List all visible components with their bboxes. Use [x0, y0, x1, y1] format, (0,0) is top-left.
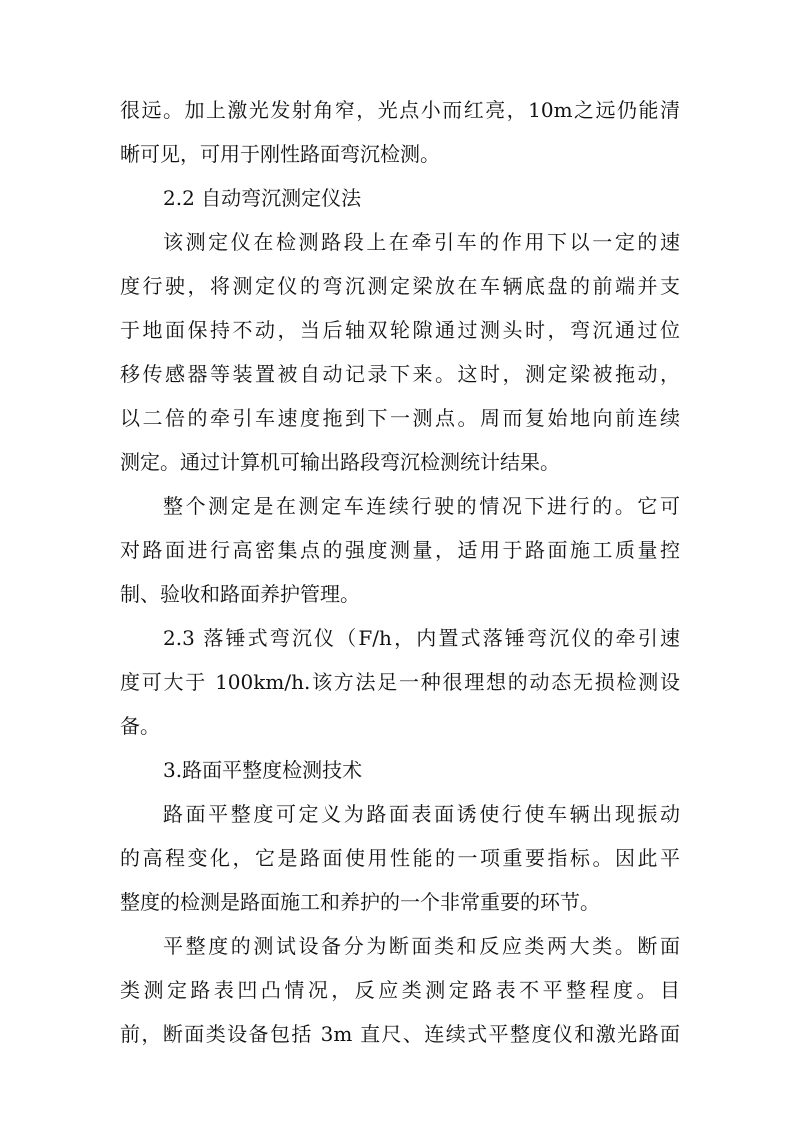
- text-line: 平整度的测试设备分为断面类和反应类两大类。断面: [163, 934, 680, 958]
- text-line: 整个测定是在测定车连续行驶的情况下进行的。它可: [163, 494, 680, 518]
- text-line: 对路面进行高密集点的强度测量，适用于路面施工质量控: [120, 538, 680, 562]
- text-line: 很远。加上激光发射角窄，光点小而红亮，10m之远仍能清: [120, 98, 680, 122]
- text-line: 制、验收和路面养护管理。: [120, 582, 360, 606]
- text-line: 度行驶，将测定仪的弯沉测定梁放在车辆底盘的前端并支: [120, 274, 680, 298]
- section-heading: 2.2 自动弯沉测定仪法: [163, 186, 362, 210]
- text-line: 晰可见，可用于刚性路面弯沉检测。: [120, 142, 440, 166]
- text-line: 该测定仪在检测路段上在牵引车的作用下以一定的速: [163, 230, 680, 254]
- text-line: 类测定路表凹凸情况，反应类测定路表不平整程度。目: [120, 978, 680, 1002]
- text-line: 备。: [120, 714, 160, 738]
- text-line: 移传感器等装置被自动记录下来。这时，测定梁被拖动，: [120, 362, 680, 386]
- text-line: 前，断面类设备包括 3m 直尺、连续式平整度仪和激光路面: [120, 1022, 680, 1046]
- text-line: 2.3 落锤式弯沉仪（F/h，内置式落锤弯沉仪的牵引速: [163, 626, 680, 650]
- text-line: 路面平整度可定义为路面表面诱使行使车辆出现振动: [163, 802, 680, 826]
- text-line: 度可大于 100km/h.该方法足一种很理想的动态无损检测设: [120, 670, 680, 694]
- text-line: 于地面保持不动，当后轴双轮隙通过测头时，弯沉通过位: [120, 318, 680, 342]
- text-line: 测定。通过计算机可输出路段弯沉检测统计结果。: [120, 450, 560, 474]
- text-line: 的高程变化，它是路面使用性能的一项重要指标。因此平: [120, 846, 680, 870]
- section-heading: 3.路面平整度检测技术: [163, 758, 363, 782]
- text-line: 以二倍的牵引车速度拖到下一测点。周而复始地向前连续: [120, 406, 680, 430]
- text-line: 整度的检测是路面施工和养护的一个非常重要的环节。: [120, 890, 600, 914]
